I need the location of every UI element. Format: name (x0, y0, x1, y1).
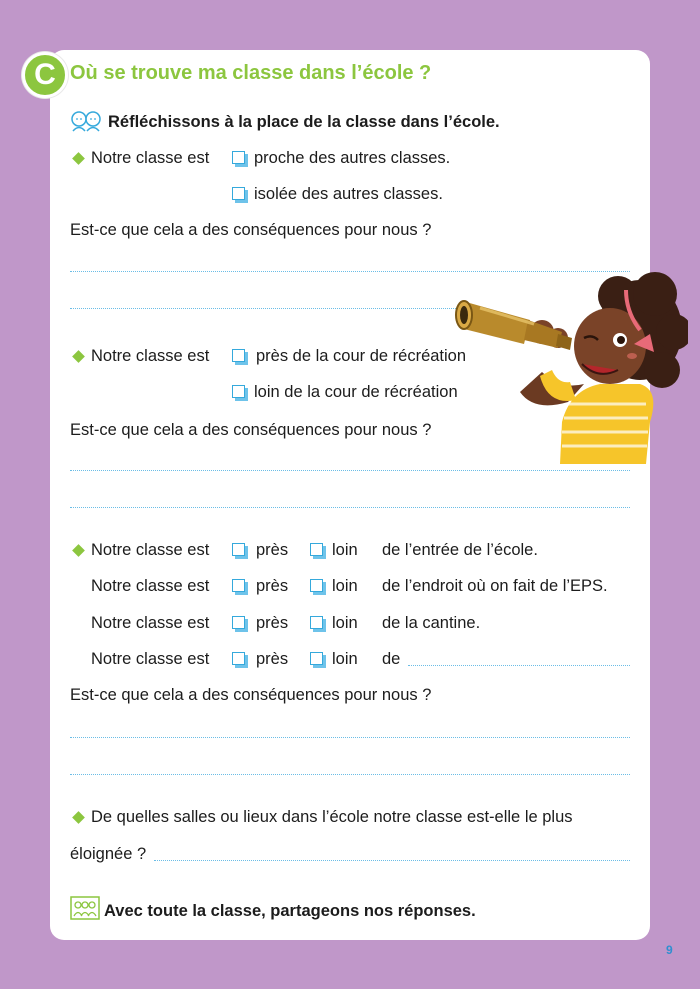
q3-near-checkbox[interactable] (232, 652, 248, 668)
answer-line[interactable] (70, 308, 460, 309)
consequence-question-1: Est-ce que cela a des conséquences pour nous ? (70, 221, 432, 239)
consequence-question-3: Est-ce que cela a des conséquences pour nous ? (70, 686, 432, 704)
pair-work-icon (70, 110, 102, 132)
whole-class-icon (70, 896, 100, 920)
answer-line[interactable] (70, 470, 630, 471)
q3-far-checkbox[interactable] (310, 579, 326, 595)
q1-option-a: proche des autres classes. (254, 149, 451, 167)
q3-far-label: loin (332, 650, 358, 668)
q2-option-b: loin de la cour de récréation (254, 383, 458, 401)
group-instruction: Avec toute la classe, partageons nos réponses. (104, 902, 476, 920)
q3-stem: Notre classe est (91, 577, 210, 595)
q3-far-checkbox[interactable] (310, 543, 326, 559)
q3-far-label: loin (332, 541, 358, 559)
q3-stem: Notre classe est (91, 541, 210, 559)
answer-line[interactable] (154, 860, 630, 861)
q3-stem: Notre classe est (91, 650, 210, 668)
answer-line[interactable] (70, 737, 630, 738)
q1-option-b: isolée des autres classes. (254, 185, 443, 203)
q4-line1: De quelles salles ou lieux dans l’école notre classe est-elle le plus (91, 808, 573, 826)
place-answer-line[interactable] (408, 665, 630, 666)
answer-line[interactable] (70, 507, 630, 508)
q4-line2: éloignée ? (70, 845, 147, 863)
q3-place: de la cantine. (382, 614, 481, 632)
q3-near-checkbox[interactable] (232, 543, 248, 559)
section-title: Où se trouve ma classe dans l’école ? (70, 62, 432, 84)
q3-near-checkbox[interactable] (232, 579, 248, 595)
q2-checkbox-b[interactable] (232, 385, 248, 401)
q3-far-checkbox[interactable] (310, 616, 326, 632)
q3-far-checkbox[interactable] (310, 652, 326, 668)
girl-with-telescope-illustration (450, 272, 688, 464)
q3-place: de l’endroit où on fait de l’EPS. (382, 577, 608, 595)
q3-near-label: près (256, 577, 289, 595)
answer-line[interactable] (70, 774, 630, 775)
consequence-question-2: Est-ce que cela a des conséquences pour nous ? (70, 421, 432, 439)
q3-stem: Notre classe est (91, 614, 210, 632)
worksheet-card (50, 50, 650, 940)
q1-stem: Notre classe est (91, 149, 210, 167)
q3-far-label: loin (332, 577, 358, 595)
q2-stem: Notre classe est (91, 347, 210, 365)
q2-checkbox-a[interactable] (232, 349, 248, 365)
q3-near-label: près (256, 650, 289, 668)
section-badge: C (22, 52, 68, 98)
q3-near-checkbox[interactable] (232, 616, 248, 632)
q3-near-label: près (256, 541, 289, 559)
q3-place: de (382, 650, 401, 668)
q3-far-label: loin (332, 614, 358, 632)
q3-place: de l’entrée de l’école. (382, 541, 538, 559)
q3-near-label: près (256, 614, 289, 632)
q2-option-a: près de la cour de récréation (256, 347, 467, 365)
q1-checkbox-b[interactable] (232, 187, 248, 203)
page-number: 9 (666, 943, 673, 957)
pair-instruction: Réfléchissons à la place de la classe dans l’école. (108, 113, 500, 131)
q1-checkbox-a[interactable] (232, 151, 248, 167)
